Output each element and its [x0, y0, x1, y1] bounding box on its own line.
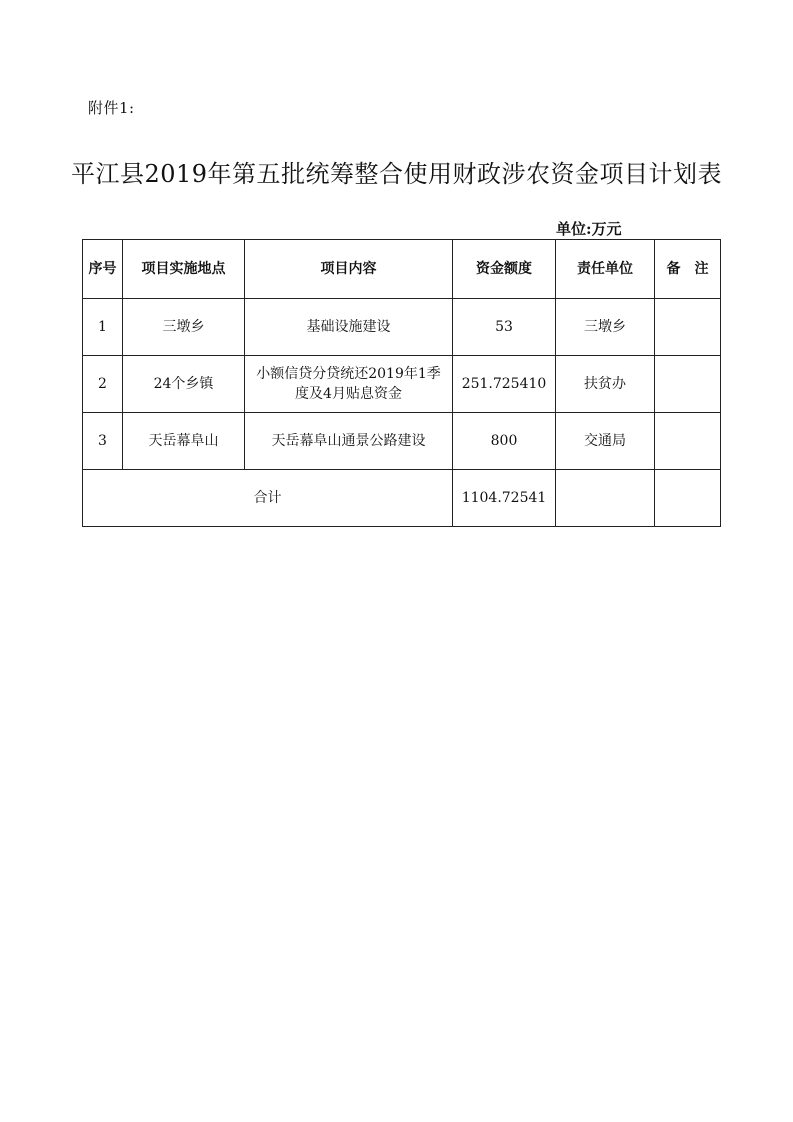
- cell-remark: [655, 299, 721, 356]
- cell-responsible-unit: 扶贫办: [556, 356, 655, 413]
- cell-location: 24个乡镇: [123, 356, 245, 413]
- cell-location: 天岳幕阜山: [123, 413, 245, 470]
- header-amount: 资金额度: [453, 240, 556, 299]
- table-row: [83, 299, 721, 356]
- header-index: 序号: [83, 240, 123, 299]
- cell-index: 2: [83, 356, 123, 413]
- table-row: [83, 413, 721, 470]
- header-content: 项目内容: [245, 240, 453, 299]
- table-row: [83, 356, 721, 413]
- cell-responsible-unit: 交通局: [556, 413, 655, 470]
- content-text: 天岳幕阜山通景公路建设: [271, 433, 426, 449]
- cell-amount: 53: [453, 299, 556, 356]
- attachment-label: 附件1:: [88, 99, 135, 117]
- total-amount: 1104.72541: [453, 470, 556, 527]
- header-responsible-unit: 责任单位: [556, 240, 655, 299]
- total-remark: [655, 470, 721, 527]
- content-text-line2: 度及4月贴息资金: [295, 386, 402, 402]
- total-label: 合计: [83, 470, 453, 527]
- total-responsible-unit: [556, 470, 655, 527]
- header-location: 项目实施地点: [123, 240, 245, 299]
- project-plan-table: [82, 239, 721, 527]
- total-row: [83, 470, 721, 527]
- document-title: 平江县2019年第五批统筹整合使用财政涉农资金项目计划表: [70, 160, 723, 188]
- cell-index: 1: [83, 299, 123, 356]
- cell-location: 三墩乡: [123, 299, 245, 356]
- content-text-line1: 小额信贷分贷统还2019年1季: [256, 366, 441, 382]
- content-text: 基础设施建设: [306, 319, 391, 335]
- cell-content: [245, 299, 453, 356]
- cell-responsible-unit: 三墩乡: [556, 299, 655, 356]
- cell-index: 3: [83, 413, 123, 470]
- unit-label: 单位:万元: [556, 220, 622, 238]
- cell-remark: [655, 413, 721, 470]
- header-remark: 备 注: [655, 240, 721, 299]
- table-header-row: [83, 240, 721, 299]
- cell-content: [245, 356, 453, 413]
- cell-remark: [655, 356, 721, 413]
- cell-amount: 800: [453, 413, 556, 470]
- cell-amount: 251.725410: [453, 356, 556, 413]
- cell-content: [245, 413, 453, 470]
